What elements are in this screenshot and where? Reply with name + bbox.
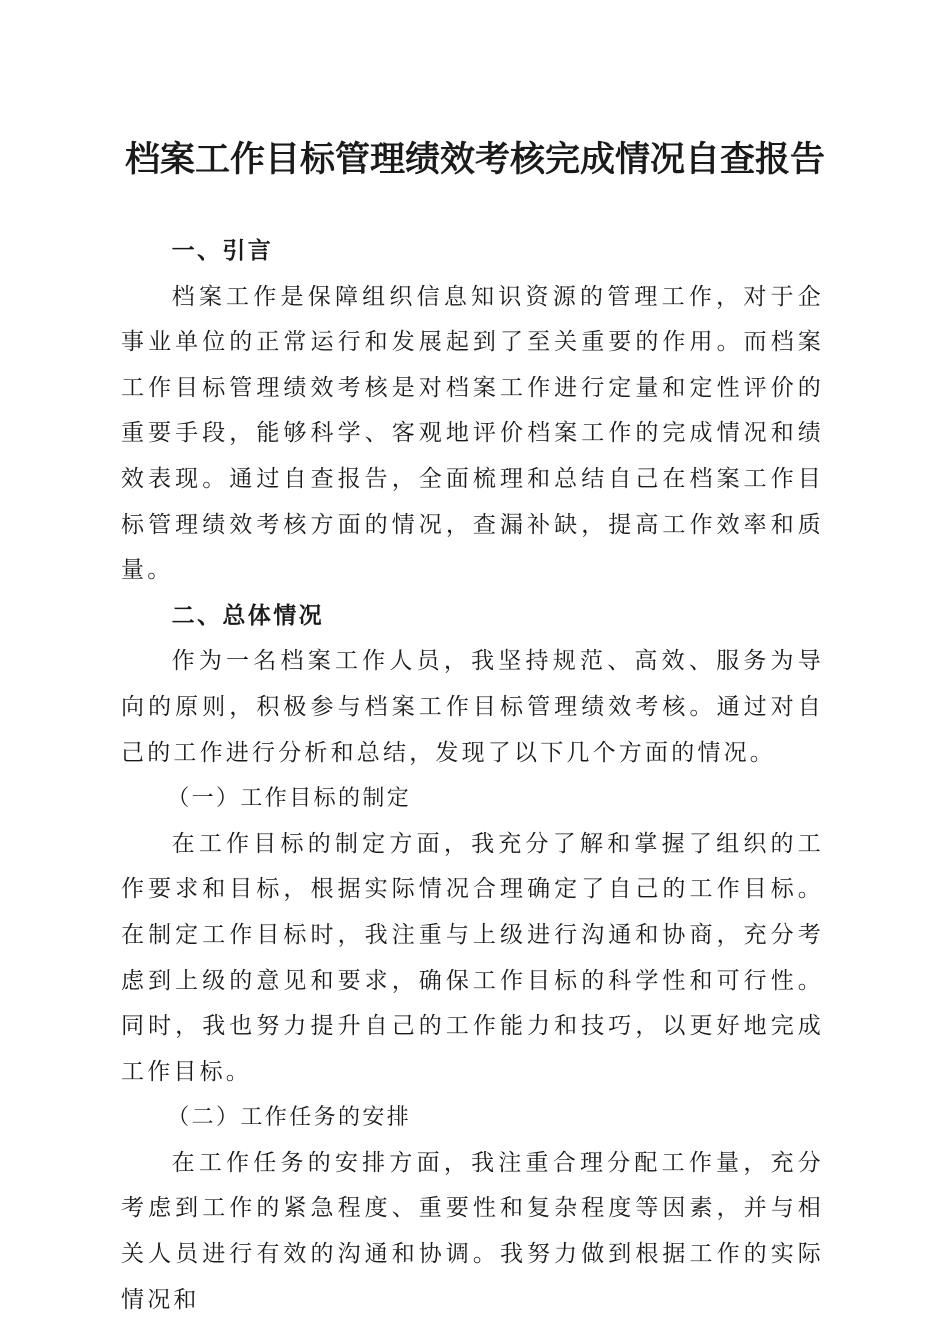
subsection-heading-goal-setting: （一）工作目标的制定 xyxy=(167,786,412,812)
subsection-heading-task-arrangement: （二）工作任务的安排 xyxy=(167,1105,412,1131)
section-heading-overview: 二、总体情况 xyxy=(171,602,324,629)
overview-paragraph: 作为一名档案工作人员，我坚持规范、高效、服务为导向的原则，积极参与档案工作目标管理绩效考核。通过对自己的工作进行分析和总结，发现了以下几个方面的情况。 xyxy=(121,648,824,766)
task-arrangement-paragraph: 在工作任务的安排方面，我注重合理分配工作量，充分考虑到工作的紧急程度、重要性和复杂程度等因素，并与相关人员进行有效的沟通和协调。我努力做到根据工作的实际情况和 xyxy=(121,1149,824,1313)
section-heading-introduction: 一、引言 xyxy=(171,238,274,264)
introduction-paragraph: 档案工作是保障组织信息知识资源的管理工作，对于企事业单位的正常运行和发展起到了至关重要的作用。而档案工作目标管理绩效考核是对档案工作进行定量和定性评价的重要手段，能够科学、客观地评价档案工作的完成情况和绩效表现。通过自查报告，全面梳理和总结自己在档案工作目标管理绩效考核方面的情况，查漏补缺，提高工作效率和质量。 xyxy=(121,283,824,584)
goal-setting-paragraph: 在工作目标的制定方面，我充分了解和掌握了组织的工作要求和目标，根据实际情况合理确定了自己的工作目标。在制定工作目标时，我注重与上级进行沟通和协商，充分考虑到上级的意见和要求，确保工作目标的科学性和可行性。同时，我也努力提升自己的工作能力和技巧，以更好地完成工作目标。 xyxy=(121,830,824,1085)
document-body xyxy=(121,229,824,1323)
document-title: 档案工作目标管理绩效考核完成情况自查报告 xyxy=(124,139,825,180)
